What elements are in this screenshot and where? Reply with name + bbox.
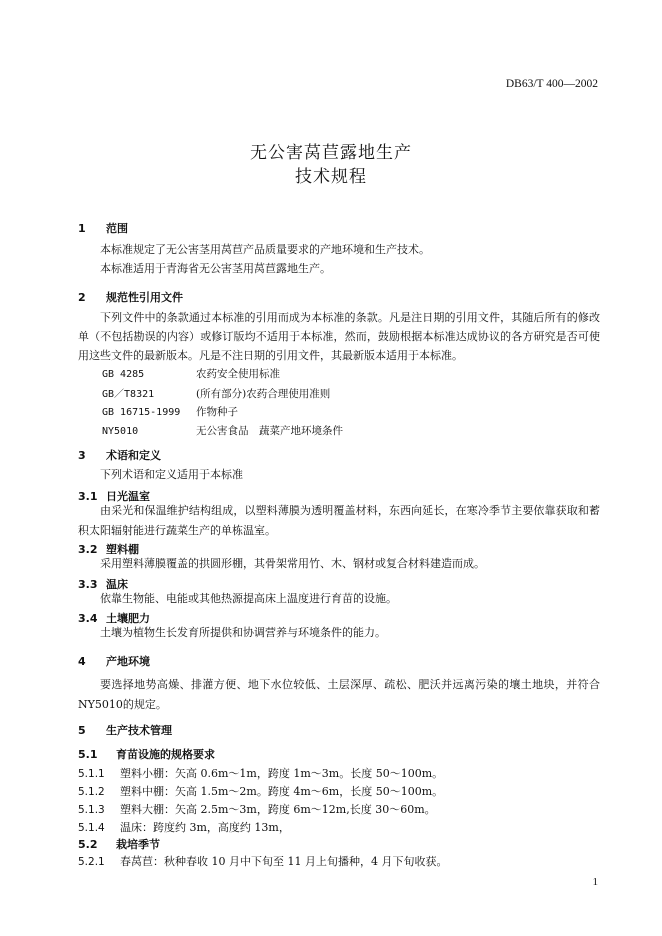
reference-item: [102, 366, 280, 381]
section-2-heading: [78, 289, 183, 305]
section-number: 4: [78, 655, 86, 668]
standard-code: DB63/T 400—2002: [505, 78, 598, 90]
document-title-line1: 无公害莴苣露地生产: [250, 143, 412, 163]
subsection-number: 5.2: [78, 838, 98, 851]
term-number: 3.1: [78, 490, 98, 503]
section-number: 3: [78, 449, 86, 462]
term-title: 塑料棚: [106, 543, 139, 556]
item-number: 5.1.4: [78, 822, 105, 834]
section-title: 生产技术管理: [106, 724, 172, 737]
reference-code: GB／T8321: [102, 389, 155, 400]
spec-item: [78, 801, 436, 817]
term-number: 3.4: [78, 612, 98, 625]
item-number: 5.1.1: [78, 768, 105, 780]
item-text: 塑料小棚：矢高 0.6m～1m，跨度 1m～3m。长度 50～100m。: [120, 767, 444, 780]
term-3-4-definition: 土壤为植物生长发育所提供和协调营养与环境条件的能力。: [100, 626, 386, 639]
page-number: 1: [592, 876, 598, 888]
spec-item: [78, 765, 443, 781]
section-1-paragraph-1: 本标准规定了无公害茎用莴苣产品质量要求的产地环境和生产技术。: [100, 243, 430, 256]
section-number: 5: [78, 724, 86, 737]
item-text: 塑料大棚：矢高 2.5m～3m，跨度 6m～12m,长度 30～60m。: [120, 803, 436, 816]
reference-name: 无公害食品 蔬菜产地环境条件: [196, 425, 343, 437]
term-title: 温床: [106, 578, 128, 591]
subsection-5-1-heading: [78, 746, 215, 762]
item-text: 塑料中棚：矢高 1.5m～2m。跨度 4m～6m，长度 50～100m。: [120, 785, 444, 798]
section-5-heading: [78, 722, 172, 738]
section-number: 2: [78, 291, 86, 304]
reference-item: [102, 404, 238, 419]
reference-code: GB 16715-1999: [102, 407, 181, 418]
subsection-number: 5.1: [78, 748, 98, 761]
spec-item: [78, 783, 443, 799]
section-2-paragraph: 下列文件中的条款通过本标准的引用而成为本标准的条款。凡是注日期的引用文件，其随后所有的修改单（不包括勘误的内容）或修订版均不适用于本标准，然而，鼓励根据本标准达成协议的各方研究是否可使用这些文件的最新版本。凡是不注日期的引用文件，其最新版本适用于本标准。: [78, 311, 600, 362]
section-title: 规范性引用文件: [106, 291, 183, 304]
term-3-3-definition: 依靠生物能、电能或其他热源提高床上温度进行育苗的设施。: [100, 592, 397, 605]
section-4-paragraph: 要选择地势高燥、排灌方便、地下水位较低、土层深厚、疏松、肥沃并远离污染的壤土地块，并符合NY5010的规定。: [78, 678, 600, 711]
section-title: 术语和定义: [106, 449, 161, 462]
reference-item: [102, 423, 343, 438]
section-4-heading: [78, 653, 150, 669]
section-1-heading: [78, 220, 128, 236]
item-number: 5.1.2: [78, 786, 105, 798]
term-number: 3.3: [78, 578, 98, 591]
item-text: 温床：跨度约 3m，高度约 13m，: [120, 821, 290, 834]
term-number: 3.2: [78, 543, 98, 556]
subsection-title: 栽培季节: [116, 838, 160, 851]
reference-name: (所有部分)农药合理使用准则: [196, 388, 331, 400]
spec-item: [78, 819, 290, 835]
section-number: 1: [78, 222, 86, 235]
reference-name: 农药安全使用标准: [196, 368, 280, 380]
term-title: 日光温室: [106, 490, 150, 503]
item-number: 5.2.1: [78, 856, 105, 868]
term-3-1-definition: 由采光和保温维护结构组成，以塑料薄膜为透明覆盖材料，东西向延长，在寒冷季节主要依靠获取和蓄积太阳辐射能进行蔬菜生产的单栋温室。: [78, 504, 600, 537]
term-title: 土壤肥力: [106, 612, 150, 625]
section-title: 产地环境: [106, 655, 150, 668]
reference-code: NY5010: [102, 426, 139, 437]
document-title-line2: 技术规程: [295, 167, 367, 187]
section-title: 范围: [106, 222, 128, 235]
reference-item: [102, 385, 330, 401]
item-text: 春莴苣：秋种春收 10 月中下旬至 11 月上旬播种，4 月下旬收获。: [120, 855, 448, 868]
section-3-intro: 下列术语和定义适用于本标准: [100, 468, 243, 481]
subsection-title: 育苗设施的规格要求: [116, 748, 215, 761]
section-1-paragraph-2: 本标准适用于青海省无公害茎用莴苣露地生产。: [100, 262, 331, 275]
reference-code: GB 4285: [102, 369, 145, 380]
section-3-heading: [78, 447, 161, 463]
reference-name: 作物种子: [196, 406, 238, 418]
item-number: 5.1.3: [78, 804, 105, 816]
spec-item: [78, 853, 447, 869]
subsection-5-2-heading: [78, 836, 160, 852]
term-3-2-definition: 采用塑料薄膜覆盖的拱圆形棚，其骨架常用竹、木、钢材或复合材料建造而成。: [100, 557, 485, 570]
